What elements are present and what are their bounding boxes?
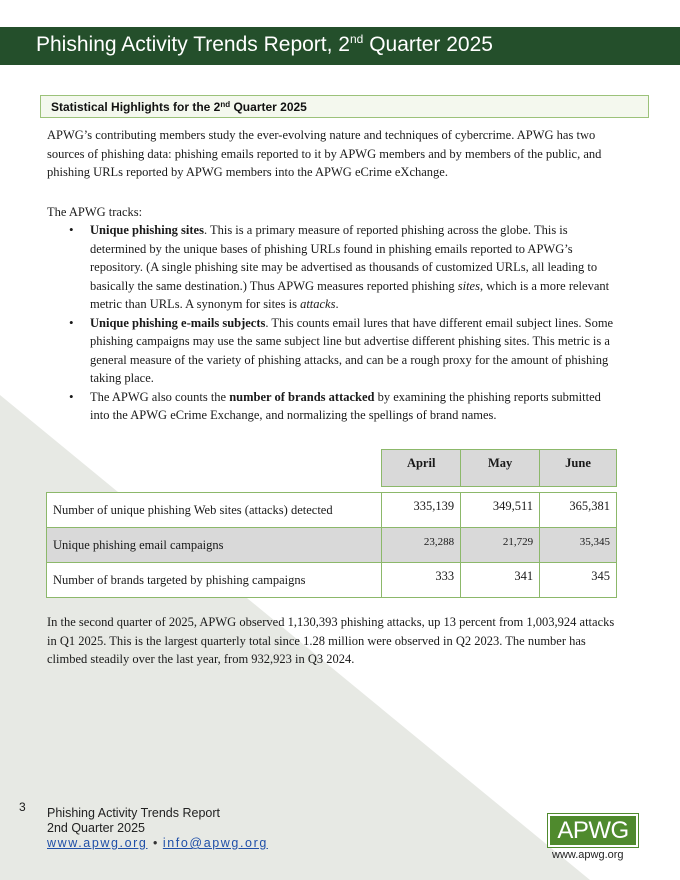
tracks-label: The APWG tracks: xyxy=(47,205,143,219)
footer-line2: 2nd Quarter 2025 xyxy=(47,821,145,835)
row-label: Number of brands targeted by phishing campaigns xyxy=(47,563,382,598)
table-cell: 335,139 xyxy=(382,493,461,528)
page-number: 3 xyxy=(19,800,26,814)
list-item: • Unique phishing e-mails subjects. This counts email lures that have different email subject lines. Some phishing campaigns may use the same subject line but advertise different phishing sites. This metric is a general measure of the variety of phishing attacks, and can be a rough proxy for the amount of phishing taking place. xyxy=(69,314,614,385)
table-row xyxy=(47,493,617,528)
apwg-logo xyxy=(548,814,638,864)
row-label: Unique phishing email campaigns xyxy=(47,528,382,563)
bullet-icon: • xyxy=(69,314,74,330)
section-heading-box xyxy=(40,95,649,118)
table-row xyxy=(47,563,617,598)
table-header-row xyxy=(47,450,617,487)
column-header-june: June xyxy=(540,450,617,487)
footer-line1: Phishing Activity Trends Report xyxy=(47,806,220,820)
table-cell: 341 xyxy=(461,563,540,598)
footer xyxy=(47,806,268,851)
list-item: • Unique phishing sites. This is a primary measure of reported phishing across the globe. This is determined by the unique bases of phishing URLs found in phishing emails reported to APWG’s repository. (A single phishing site may be advertised as thousands of customized URLs, all leading to basically the same destination.) Thus APWG measures reported phishing sites, which is a more relevant metric than URLs. A synonym for sites is attacks. xyxy=(69,222,610,311)
table-cell: 23,288 xyxy=(382,528,461,563)
footer-links xyxy=(47,836,268,851)
report-title: Phishing Activity Trends Report, 2nd Quarter 2025 xyxy=(36,32,493,56)
intro-paragraph: APWG’s contributing members study the ever-evolving nature and techniques of cybercrime. APWG has two sources of phishing data: phishing emails reported to it by APWG members and by members of the public, and phishing URLs reported by APWG members into the APWG eCrime eXchange. xyxy=(47,128,602,179)
logo-box xyxy=(548,814,638,847)
table-cell: 35,345 xyxy=(540,528,617,563)
table-row xyxy=(47,528,617,563)
section-heading: Statistical Highlights for the 2nd Quarter 2025 xyxy=(51,100,307,114)
logo-text: APWG xyxy=(557,817,629,844)
table-cell: 349,511 xyxy=(461,493,540,528)
footer-separator: • xyxy=(152,836,158,850)
summary-paragraph: In the second quarter of 2025, APWG observed 1,130,393 phishing attacks, up 13 percent from 1,003,924 attacks in Q1 2025. This is the largest quarterly total since 1.28 million were observed in Q2 2023. The number has climbed steadily over the last year, from 932,923 in Q3 2024. xyxy=(47,615,615,666)
column-header-april: April xyxy=(382,450,461,487)
bullet-icon: • xyxy=(69,222,74,237)
website-link[interactable]: www.apwg.org xyxy=(47,836,148,850)
bullet-icon: • xyxy=(69,388,74,404)
column-header-may: May xyxy=(461,450,540,487)
header-bar xyxy=(0,27,680,65)
table-cell: 345 xyxy=(540,563,617,598)
table-cell: 21,729 xyxy=(461,528,540,563)
stats-table xyxy=(46,449,617,598)
table-cell: 365,381 xyxy=(540,493,617,528)
row-label: Number of unique phishing Web sites (attacks) detected xyxy=(47,493,382,528)
table-cell: 333 xyxy=(382,563,461,598)
tracks-list xyxy=(47,221,622,425)
list-item: • The APWG also counts the number of brands attacked by examining the phishing reports submitted into the APWG eCrime Exchange, and normalizing the spellings of brand names. xyxy=(69,388,601,422)
logo-url: www.apwg.org xyxy=(552,849,624,861)
email-link[interactable]: info@apwg.org xyxy=(162,836,268,850)
